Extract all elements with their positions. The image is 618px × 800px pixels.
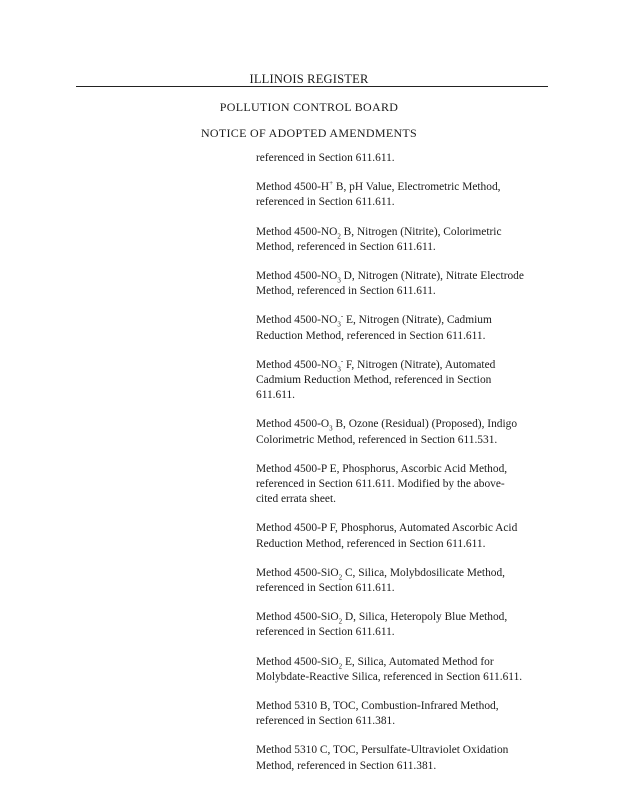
method-subscript: 2 xyxy=(338,573,343,582)
method-code: Method 5310 C xyxy=(256,744,328,757)
entry-line: Method 4500-SiO$_2$ E, Silica, Automated Method for xyxy=(256,655,494,670)
method-superscript: - xyxy=(340,357,344,366)
method-code: Method 4500-NO xyxy=(256,270,338,283)
entry-line: Method 4500-SiO$_2$ D, Silica, Heteropoly Blue Method, xyxy=(256,611,508,626)
method-code: Method 5310 B xyxy=(256,700,328,713)
method-subscript: 2 xyxy=(337,231,341,240)
method-entry xyxy=(256,180,556,210)
method-entry xyxy=(256,462,556,508)
entry-line: Method 4500-SiO$_2$ C, Silica, Molybdosilicate Method, xyxy=(256,566,506,582)
entry-line: Method 4500-P F, Phosphorus, Automated Ascorbic Acid xyxy=(256,522,518,535)
entry-line: Molybdate-Reactive Silica, referenced in Section 611.611. xyxy=(256,670,523,683)
entry-line: referenced in Section 611.611. xyxy=(256,152,395,164)
entry-line: referenced in Section 611.611. xyxy=(256,196,395,209)
entry-line: Method, referenced in Section 611.611. xyxy=(256,285,436,298)
header-rule xyxy=(76,86,548,87)
method-code: Method 4500-NO xyxy=(256,314,338,327)
method-subscript: 3 xyxy=(337,276,341,285)
notice-title: NOTICE OF ADOPTED AMENDMENTS xyxy=(200,126,418,140)
method-code: Method 4500-SiO xyxy=(256,566,339,579)
entry-line: Colorimetric Method, referenced in Section 611.531. xyxy=(256,433,498,446)
entry-line: Method 5310 B, TOC, Combustion-Infrared Method, xyxy=(256,700,499,713)
entry-line: Method $4500-NO_3^-$ E, Nitrogen (Nitrate), Cadmium xyxy=(256,312,492,329)
entry-line: Method $4500-NO_3$ D, Nitrogen (Nitrate), Nitrate Electrode xyxy=(256,270,524,285)
method-code: Method 4500-H xyxy=(256,181,330,194)
method-entry xyxy=(256,417,556,447)
entry-line: 611.611. xyxy=(256,389,296,402)
method-superscript: - xyxy=(340,312,344,321)
entry-line: referenced in Section 611.611. xyxy=(256,582,395,595)
method-entry xyxy=(256,358,556,404)
entry-line: Method $4500-NO_2$ B, Nitrogen (Nitrite), Colorimetric xyxy=(256,225,502,240)
method-entry xyxy=(256,225,556,255)
method-code: Method 4500-P E xyxy=(256,462,337,475)
entry-line: Cadmium Reduction Method, referenced in Section xyxy=(256,374,492,387)
method-superscript: + xyxy=(329,179,334,188)
entry-line: Method 4500-P E, Phosphorus, Ascorbic Acid Method, xyxy=(256,462,508,475)
method-entry xyxy=(256,151,556,166)
entry-line: Method, referenced in Section 611.611. xyxy=(256,240,436,253)
method-list xyxy=(256,151,556,788)
entry-line: cited errata sheet. xyxy=(256,493,337,506)
entry-line: referenced in Section 611.611. xyxy=(256,626,395,639)
method-code: Method 4500-NO xyxy=(256,225,338,238)
method-entry xyxy=(256,269,556,299)
method-entry xyxy=(256,699,556,729)
entry-line: Reduction Method, referenced in Section 611.611. xyxy=(256,537,486,550)
method-entry xyxy=(256,313,556,343)
entry-line: Reduction Method, referenced in Section 611.611. xyxy=(256,329,486,342)
agency-name: POLLUTION CONTROL BOARD xyxy=(219,100,399,114)
method-entry xyxy=(256,655,556,685)
method-code: Method 4500-SiO xyxy=(256,655,339,668)
entry-line: referenced in Section 611.611. Modified by the above- xyxy=(256,478,505,491)
method-code: Method 4500-SiO xyxy=(256,611,339,624)
method-subscript: 2 xyxy=(338,661,343,670)
entry-line: referenced in Section 611.381. xyxy=(256,715,396,728)
method-subscript: 3 xyxy=(337,365,341,374)
register-title: ILLINOIS REGISTER xyxy=(249,72,369,86)
method-code: Method 4500-NO xyxy=(256,358,338,371)
method-entry xyxy=(256,521,556,551)
method-subscript: 3 xyxy=(337,320,341,329)
method-subscript: 3 xyxy=(329,424,333,433)
entry-line: Method $4500-O_3$ B, Ozone (Residual) (Proposed), Indigo xyxy=(256,418,518,433)
method-entry xyxy=(256,743,556,773)
method-code: Method 4500-O xyxy=(256,418,330,431)
method-entry xyxy=(256,610,556,640)
method-code: Method 4500-P F xyxy=(256,522,336,535)
entry-line: Method $4500-NO_3^-$ F, Nitrogen (Nitrate), Automated xyxy=(256,357,496,374)
method-entry xyxy=(256,566,556,596)
entry-line: Method, referenced in Section 611.381. xyxy=(256,759,437,772)
method-subscript: 2 xyxy=(338,617,343,626)
entry-line: Method 5310 C, TOC, Persulfate-Ultraviolet Oxidation xyxy=(256,744,509,757)
entry-line: Method 4500-H+ B, pH Value, Electrometric Method, xyxy=(256,179,501,194)
